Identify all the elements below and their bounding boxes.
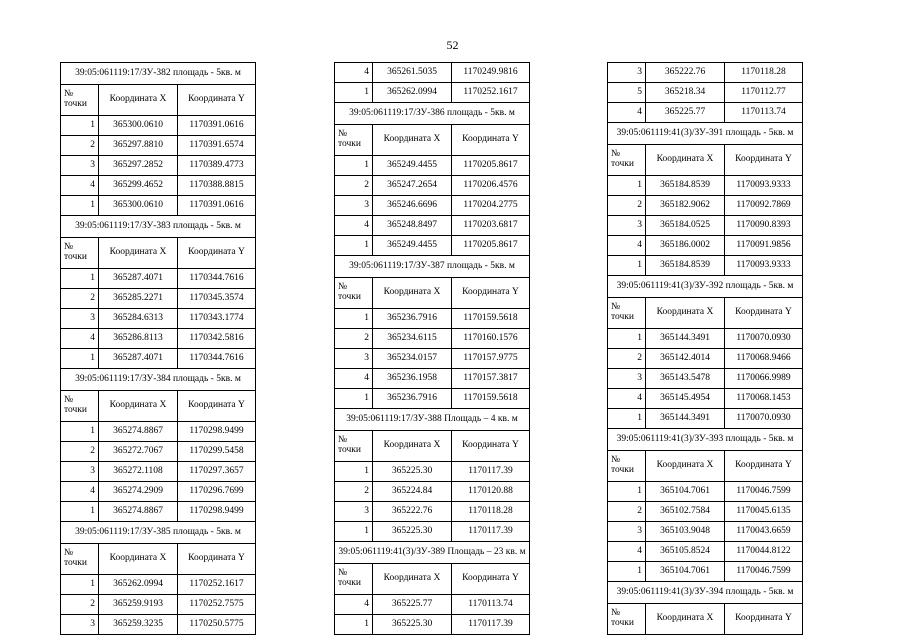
table-header-row bbox=[61, 391, 256, 422]
point-number: 1 bbox=[61, 422, 99, 442]
coordinate-x: 365274.8867 bbox=[99, 502, 178, 522]
table-row bbox=[61, 502, 256, 522]
coordinate-y: 1170045.6135 bbox=[725, 502, 803, 522]
point-number: 1 bbox=[61, 269, 99, 289]
coordinate-y: 1170070.0930 bbox=[725, 329, 803, 349]
coordinate-y: 1170113.74 bbox=[452, 595, 530, 615]
point-number: 1 bbox=[335, 389, 373, 409]
table-row bbox=[608, 196, 803, 216]
coordinate-y: 1170298.9499 bbox=[178, 502, 256, 522]
coordinate-x: 365300.0610 bbox=[99, 196, 178, 216]
coordinate-x-header: Координата X bbox=[373, 125, 452, 156]
coordinate-y: 1170117.39 bbox=[452, 522, 530, 542]
table-row bbox=[608, 236, 803, 256]
table-header-row bbox=[335, 278, 530, 309]
coordinate-y-header: Координата Y bbox=[452, 125, 530, 156]
coordinate-y: 1170391.6574 bbox=[178, 136, 256, 156]
table-row bbox=[61, 289, 256, 309]
table-header-row bbox=[61, 544, 256, 575]
coordinate-x: 365259.9193 bbox=[99, 595, 178, 615]
point-number: 2 bbox=[335, 482, 373, 502]
plot-title: 39:05:061119:17/ЗУ-382 площадь - 5кв. м bbox=[61, 63, 256, 85]
coordinate-y-header: Координата Y bbox=[725, 298, 803, 329]
coordinate-x: 365261.5035 bbox=[373, 63, 452, 83]
coordinate-x-header: Координата X bbox=[646, 604, 725, 635]
coordinate-x: 365272.7067 bbox=[99, 442, 178, 462]
coordinate-y: 1170068.1453 bbox=[725, 389, 803, 409]
coordinate-y: 1170117.39 bbox=[452, 462, 530, 482]
coordinate-y: 1170249.9816 bbox=[452, 63, 530, 83]
point-number: 2 bbox=[608, 349, 646, 369]
point-number: 1 bbox=[61, 349, 99, 369]
table-header-row bbox=[608, 298, 803, 329]
plot-title: 39:05:061119:17/ЗУ-386 площадь - 5кв. м bbox=[335, 103, 530, 125]
coordinate-y: 1170117.39 bbox=[452, 615, 530, 635]
coordinate-y: 1170093.9333 bbox=[725, 256, 803, 276]
plot-title: 39:05:061119:17/ЗУ-385 площадь - 5кв. м bbox=[61, 522, 256, 544]
point-number-header: № точки bbox=[61, 238, 99, 269]
point-number-header: № точки bbox=[61, 544, 99, 575]
coordinate-y: 1170157.3817 bbox=[452, 369, 530, 389]
point-number: 3 bbox=[608, 369, 646, 389]
coordinates-column-1 bbox=[60, 62, 256, 635]
point-number: 2 bbox=[608, 502, 646, 522]
point-number: 3 bbox=[608, 63, 646, 83]
coordinate-x: 365287.4071 bbox=[99, 269, 178, 289]
table-row bbox=[608, 216, 803, 236]
page-number: 52 bbox=[446, 38, 459, 52]
point-number: 1 bbox=[61, 116, 99, 136]
table-row bbox=[608, 369, 803, 389]
table-row bbox=[335, 196, 530, 216]
coordinate-y: 1170159.5618 bbox=[452, 389, 530, 409]
coordinate-x: 365248.8497 bbox=[373, 216, 452, 236]
coordinate-x: 365297.2852 bbox=[99, 156, 178, 176]
point-number: 3 bbox=[61, 156, 99, 176]
table-header-row bbox=[335, 564, 530, 595]
coordinate-y-header: Координата Y bbox=[452, 431, 530, 462]
table-row bbox=[608, 176, 803, 196]
coordinate-x: 365249.4455 bbox=[373, 236, 452, 256]
table-row bbox=[61, 156, 256, 176]
coordinates-table bbox=[334, 62, 530, 635]
point-number: 3 bbox=[608, 216, 646, 236]
point-number: 3 bbox=[61, 309, 99, 329]
coordinate-y-header: Координата Y bbox=[725, 145, 803, 176]
coordinate-y: 1170388.8815 bbox=[178, 176, 256, 196]
coordinate-x: 365236.7916 bbox=[373, 389, 452, 409]
table-row bbox=[335, 389, 530, 409]
point-number-header: № точки bbox=[61, 85, 99, 116]
plot-title: 39:05:061119:41(3)/ЗУ-393 площадь - 5кв. м bbox=[608, 429, 803, 451]
table-row bbox=[61, 116, 256, 136]
table-row bbox=[335, 83, 530, 103]
point-number-header: № точки bbox=[61, 391, 99, 422]
coordinate-x: 365300.0610 bbox=[99, 116, 178, 136]
coordinate-y: 1170118.28 bbox=[452, 502, 530, 522]
point-number: 4 bbox=[61, 329, 99, 349]
coordinate-y: 1170157.9775 bbox=[452, 349, 530, 369]
point-number: 1 bbox=[335, 156, 373, 176]
coordinate-x: 365186.0002 bbox=[646, 236, 725, 256]
point-number: 1 bbox=[608, 329, 646, 349]
coordinate-x: 365182.9062 bbox=[646, 196, 725, 216]
table-row bbox=[61, 196, 256, 216]
coordinate-x: 365102.7584 bbox=[646, 502, 725, 522]
table-row bbox=[608, 409, 803, 429]
table-row bbox=[608, 389, 803, 409]
coordinate-x: 365184.0525 bbox=[646, 216, 725, 236]
coordinate-y-header: Координата Y bbox=[725, 451, 803, 482]
point-number-header: № точки bbox=[608, 604, 646, 635]
coordinate-y-header: Координата Y bbox=[178, 544, 256, 575]
table-row bbox=[61, 462, 256, 482]
plot-title-row bbox=[335, 103, 530, 125]
coordinate-x: 365299.4652 bbox=[99, 176, 178, 196]
coordinate-y-header: Координата Y bbox=[178, 238, 256, 269]
coordinate-y: 1170070.0930 bbox=[725, 409, 803, 429]
coordinate-x: 365104.7061 bbox=[646, 562, 725, 582]
coordinate-y: 1170344.7616 bbox=[178, 349, 256, 369]
table-row bbox=[335, 236, 530, 256]
coordinate-x: 365236.7916 bbox=[373, 309, 452, 329]
point-number: 2 bbox=[61, 595, 99, 615]
coordinates-column-3 bbox=[607, 62, 803, 635]
coordinate-y: 1170043.6659 bbox=[725, 522, 803, 542]
point-number-header: № точки bbox=[608, 451, 646, 482]
coordinate-x: 365144.3491 bbox=[646, 329, 725, 349]
coordinate-y: 1170205.8617 bbox=[452, 156, 530, 176]
table-row bbox=[335, 595, 530, 615]
coordinate-x: 365104.7061 bbox=[646, 482, 725, 502]
table-row bbox=[608, 562, 803, 582]
coordinate-x: 365224.84 bbox=[373, 482, 452, 502]
coordinate-y: 1170093.9333 bbox=[725, 176, 803, 196]
table-row bbox=[335, 482, 530, 502]
point-number: 3 bbox=[61, 615, 99, 635]
plot-title-row bbox=[335, 542, 530, 564]
point-number: 1 bbox=[335, 522, 373, 542]
table-header-row bbox=[61, 238, 256, 269]
coordinate-x: 365246.6696 bbox=[373, 196, 452, 216]
plot-title: 39:05:061119:41(3)/ЗУ-391 площадь - 5кв. м bbox=[608, 123, 803, 145]
plot-title-row bbox=[335, 409, 530, 431]
table-row bbox=[335, 63, 530, 83]
coordinate-y: 1170044.8122 bbox=[725, 542, 803, 562]
coordinate-y-header: Координата Y bbox=[178, 391, 256, 422]
coordinate-x: 365236.1958 bbox=[373, 369, 452, 389]
table-row bbox=[608, 329, 803, 349]
coordinate-x: 365234.0157 bbox=[373, 349, 452, 369]
coordinate-x: 365143.5478 bbox=[646, 369, 725, 389]
coordinate-x: 365184.8539 bbox=[646, 176, 725, 196]
table-row bbox=[335, 329, 530, 349]
coordinate-x: 365103.9048 bbox=[646, 522, 725, 542]
table-row bbox=[61, 422, 256, 442]
table-row bbox=[61, 329, 256, 349]
table-row bbox=[608, 482, 803, 502]
coordinate-y: 1170342.5816 bbox=[178, 329, 256, 349]
table-row bbox=[608, 83, 803, 103]
coordinate-x: 365247.2654 bbox=[373, 176, 452, 196]
point-number: 3 bbox=[61, 462, 99, 482]
plot-title: 39:05:061119:17/ЗУ-383 площадь - 5кв. м bbox=[61, 216, 256, 238]
point-number: 3 bbox=[335, 349, 373, 369]
coordinate-y: 1170252.7575 bbox=[178, 595, 256, 615]
point-number: 2 bbox=[61, 289, 99, 309]
point-number-header: № точки bbox=[335, 431, 373, 462]
coordinate-x: 365284.6313 bbox=[99, 309, 178, 329]
coordinate-x-header: Координата X bbox=[373, 431, 452, 462]
coordinate-y-header: Координата Y bbox=[452, 278, 530, 309]
coordinate-y: 1170204.2775 bbox=[452, 196, 530, 216]
point-number: 4 bbox=[608, 103, 646, 123]
table-row bbox=[61, 176, 256, 196]
coordinate-x-header: Координата X bbox=[373, 564, 452, 595]
coordinate-y: 1170068.9466 bbox=[725, 349, 803, 369]
coordinate-x: 365297.8810 bbox=[99, 136, 178, 156]
table-row bbox=[61, 482, 256, 502]
coordinate-x: 365259.3235 bbox=[99, 615, 178, 635]
point-number: 2 bbox=[335, 329, 373, 349]
table-row bbox=[61, 309, 256, 329]
plot-title: 39:05:061119:17/ЗУ-384 площадь - 5кв. м bbox=[61, 369, 256, 391]
coordinate-y-header: Координата Y bbox=[452, 564, 530, 595]
coordinate-x: 365225.30 bbox=[373, 615, 452, 635]
coordinate-y: 1170299.5458 bbox=[178, 442, 256, 462]
table-row bbox=[608, 542, 803, 562]
point-number: 4 bbox=[608, 389, 646, 409]
table-row bbox=[335, 176, 530, 196]
coordinate-y: 1170389.4773 bbox=[178, 156, 256, 176]
coordinate-x: 365142.4014 bbox=[646, 349, 725, 369]
table-row bbox=[335, 369, 530, 389]
point-number: 1 bbox=[608, 176, 646, 196]
plot-title-row bbox=[61, 522, 256, 544]
point-number: 1 bbox=[335, 236, 373, 256]
plot-title: 39:05:061119:17/ЗУ-388 Площадь – 4 кв. м bbox=[335, 409, 530, 431]
point-number: 3 bbox=[335, 196, 373, 216]
point-number: 1 bbox=[61, 575, 99, 595]
coordinate-x-header: Координата X bbox=[99, 238, 178, 269]
table-row bbox=[608, 522, 803, 542]
point-number: 4 bbox=[608, 542, 646, 562]
table-row bbox=[335, 216, 530, 236]
point-number: 4 bbox=[61, 482, 99, 502]
coordinate-x-header: Координата X bbox=[373, 278, 452, 309]
plot-title-row bbox=[608, 582, 803, 604]
coordinate-y-header: Координата Y bbox=[178, 85, 256, 116]
point-number: 2 bbox=[608, 196, 646, 216]
coordinate-y: 1170297.3657 bbox=[178, 462, 256, 482]
coordinate-x-header: Координата X bbox=[99, 85, 178, 116]
table-header-row bbox=[608, 145, 803, 176]
coordinate-x: 365218.34 bbox=[646, 83, 725, 103]
point-number: 2 bbox=[61, 442, 99, 462]
table-row bbox=[61, 615, 256, 635]
coordinate-x: 365225.77 bbox=[373, 595, 452, 615]
coordinate-x: 365274.8867 bbox=[99, 422, 178, 442]
plot-title-row bbox=[61, 63, 256, 85]
coordinate-y: 1170252.1617 bbox=[452, 83, 530, 103]
coordinate-x: 365287.4071 bbox=[99, 349, 178, 369]
coordinate-y: 1170046.7599 bbox=[725, 482, 803, 502]
coordinate-x: 365262.0994 bbox=[373, 83, 452, 103]
plot-title-row bbox=[61, 369, 256, 391]
point-number: 4 bbox=[608, 236, 646, 256]
point-number: 1 bbox=[61, 196, 99, 216]
plot-title: 39:05:061119:41(3)/ЗУ-389 Площадь – 23 кв. м bbox=[335, 542, 530, 564]
point-number: 4 bbox=[335, 216, 373, 236]
point-number: 4 bbox=[335, 63, 373, 83]
coordinate-y: 1170250.5775 bbox=[178, 615, 256, 635]
table-row bbox=[61, 595, 256, 615]
table-row bbox=[61, 575, 256, 595]
table-row bbox=[608, 256, 803, 276]
coordinate-y: 1170345.3574 bbox=[178, 289, 256, 309]
coordinates-table bbox=[60, 62, 256, 635]
point-number: 1 bbox=[335, 462, 373, 482]
coordinate-y: 1170298.9499 bbox=[178, 422, 256, 442]
point-number: 1 bbox=[61, 502, 99, 522]
coordinate-x: 365272.1108 bbox=[99, 462, 178, 482]
coordinate-x: 365144.3491 bbox=[646, 409, 725, 429]
coordinate-y: 1170344.7616 bbox=[178, 269, 256, 289]
table-row bbox=[335, 615, 530, 635]
table-row bbox=[608, 502, 803, 522]
coordinate-x: 365234.6115 bbox=[373, 329, 452, 349]
coordinate-x-header: Координата X bbox=[99, 544, 178, 575]
coordinate-x-header: Координата X bbox=[646, 451, 725, 482]
point-number: 4 bbox=[61, 176, 99, 196]
table-row bbox=[335, 522, 530, 542]
point-number: 3 bbox=[608, 522, 646, 542]
table-row bbox=[61, 349, 256, 369]
coordinate-y: 1170118.28 bbox=[725, 63, 803, 83]
point-number: 1 bbox=[335, 309, 373, 329]
coordinate-x: 365225.30 bbox=[373, 522, 452, 542]
point-number: 1 bbox=[335, 83, 373, 103]
table-row bbox=[61, 442, 256, 462]
coordinate-y: 1170066.9989 bbox=[725, 369, 803, 389]
point-number: 1 bbox=[608, 409, 646, 429]
table-row bbox=[61, 136, 256, 156]
coordinate-x: 365105.8524 bbox=[646, 542, 725, 562]
table-header-row bbox=[61, 85, 256, 116]
point-number-header: № точки bbox=[608, 145, 646, 176]
point-number: 4 bbox=[335, 595, 373, 615]
coordinate-y: 1170206.4576 bbox=[452, 176, 530, 196]
point-number: 2 bbox=[61, 136, 99, 156]
point-number: 1 bbox=[608, 256, 646, 276]
coordinate-x: 365262.0994 bbox=[99, 575, 178, 595]
table-header-row bbox=[335, 431, 530, 462]
coordinate-y-header: Координата Y bbox=[725, 604, 803, 635]
coordinates-column-2 bbox=[334, 62, 530, 635]
coordinate-y: 1170159.5618 bbox=[452, 309, 530, 329]
coordinate-x: 365286.8113 bbox=[99, 329, 178, 349]
coordinate-y: 1170252.1617 bbox=[178, 575, 256, 595]
coordinate-x-header: Координата X bbox=[646, 145, 725, 176]
coordinate-y: 1170205.8617 bbox=[452, 236, 530, 256]
coordinate-x-header: Координата X bbox=[646, 298, 725, 329]
coordinate-x: 365222.76 bbox=[646, 63, 725, 83]
point-number: 1 bbox=[608, 562, 646, 582]
coordinate-y: 1170203.6817 bbox=[452, 216, 530, 236]
coordinate-x: 365274.2909 bbox=[99, 482, 178, 502]
point-number: 3 bbox=[335, 502, 373, 522]
plot-title: 39:05:061119:17/ЗУ-387 площадь - 5кв. м bbox=[335, 256, 530, 278]
table-row bbox=[335, 156, 530, 176]
plot-title-row bbox=[608, 276, 803, 298]
coordinate-y: 1170343.1774 bbox=[178, 309, 256, 329]
point-number-header: № точки bbox=[335, 125, 373, 156]
coordinate-x-header: Координата X bbox=[99, 391, 178, 422]
coordinate-y: 1170296.7699 bbox=[178, 482, 256, 502]
coordinate-x: 365225.77 bbox=[646, 103, 725, 123]
coordinates-table bbox=[607, 62, 803, 635]
coordinate-y: 1170391.0616 bbox=[178, 116, 256, 136]
coordinate-y: 1170160.1576 bbox=[452, 329, 530, 349]
coordinate-y: 1170090.8393 bbox=[725, 216, 803, 236]
coordinate-y: 1170120.88 bbox=[452, 482, 530, 502]
table-header-row bbox=[608, 451, 803, 482]
point-number-header: № точки bbox=[335, 564, 373, 595]
point-number-header: № точки bbox=[608, 298, 646, 329]
table-header-row bbox=[608, 604, 803, 635]
plot-title: 39:05:061119:41(3)/ЗУ-392 площадь - 5кв. м bbox=[608, 276, 803, 298]
table-row bbox=[335, 349, 530, 369]
coordinate-y: 1170113.74 bbox=[725, 103, 803, 123]
coordinate-x: 365285.2271 bbox=[99, 289, 178, 309]
point-number: 2 bbox=[335, 176, 373, 196]
table-row bbox=[335, 502, 530, 522]
table-row bbox=[335, 462, 530, 482]
table-row bbox=[608, 63, 803, 83]
table-row bbox=[61, 269, 256, 289]
coordinate-y: 1170112.77 bbox=[725, 83, 803, 103]
plot-title-row bbox=[335, 256, 530, 278]
coordinate-y: 1170391.0616 bbox=[178, 196, 256, 216]
table-row bbox=[608, 103, 803, 123]
plot-title-row bbox=[61, 216, 256, 238]
coordinate-x: 365222.76 bbox=[373, 502, 452, 522]
coordinate-x: 365225.30 bbox=[373, 462, 452, 482]
point-number-header: № точки bbox=[335, 278, 373, 309]
point-number: 1 bbox=[335, 615, 373, 635]
table-header-row bbox=[335, 125, 530, 156]
coordinate-y: 1170091.9856 bbox=[725, 236, 803, 256]
plot-title-row bbox=[608, 123, 803, 145]
table-row bbox=[335, 309, 530, 329]
plot-title: 39:05:061119:41(3)/ЗУ-394 площадь - 5кв. м bbox=[608, 582, 803, 604]
coordinate-x: 365184.8539 bbox=[646, 256, 725, 276]
coordinate-x: 365145.4954 bbox=[646, 389, 725, 409]
coordinate-y: 1170046.7599 bbox=[725, 562, 803, 582]
plot-title-row bbox=[608, 429, 803, 451]
table-row bbox=[608, 349, 803, 369]
point-number: 1 bbox=[608, 482, 646, 502]
coordinate-x: 365249.4455 bbox=[373, 156, 452, 176]
point-number: 5 bbox=[608, 83, 646, 103]
point-number: 4 bbox=[335, 369, 373, 389]
coordinate-y: 1170092.7869 bbox=[725, 196, 803, 216]
